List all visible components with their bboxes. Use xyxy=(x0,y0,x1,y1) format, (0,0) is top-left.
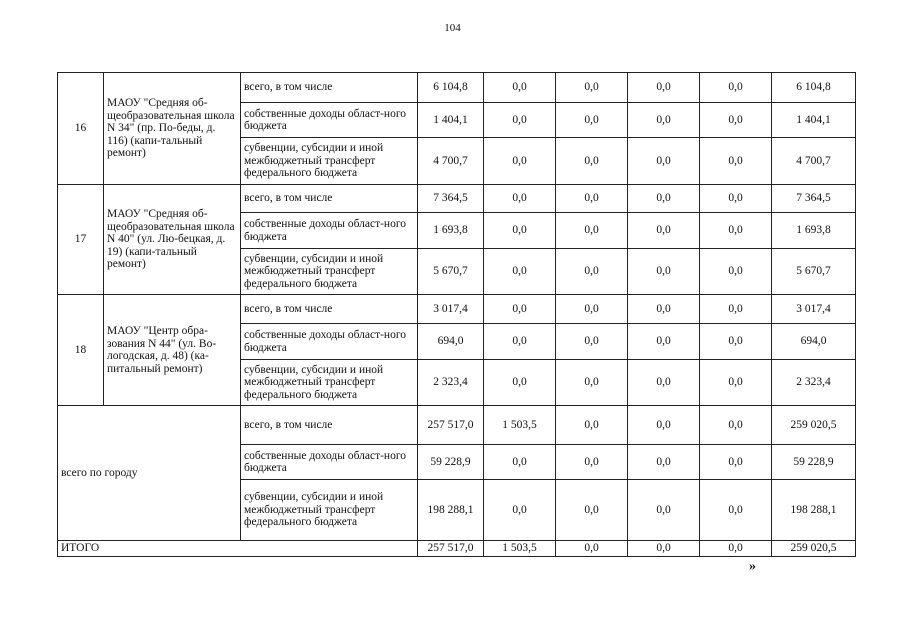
value-cell: 0,0 xyxy=(556,138,628,185)
value-cell: 1 693,8 xyxy=(418,213,484,249)
value-cell: 0,0 xyxy=(484,138,556,185)
value-cell: 0,0 xyxy=(700,445,772,480)
table-row xyxy=(58,541,856,557)
value-cell: 2 323,4 xyxy=(772,360,856,406)
value-cell: 1 693,8 xyxy=(772,213,856,249)
value-cell: 7 364,5 xyxy=(772,185,856,213)
value-cell: 0,0 xyxy=(484,213,556,249)
value-cell: 0,0 xyxy=(484,324,556,360)
value-cell: 0,0 xyxy=(484,295,556,324)
value-cell: 0,0 xyxy=(484,73,556,103)
value-cell: 0,0 xyxy=(628,213,700,249)
value-cell: 0,0 xyxy=(628,324,700,360)
value-cell: 0,0 xyxy=(700,213,772,249)
value-cell: 0,0 xyxy=(628,480,700,541)
closing-quote-mark: » xyxy=(749,559,756,574)
row-label: субвенции, субсидии и иной межбюджетный трансферт федерального бюджета xyxy=(241,249,418,295)
row-label: всего, в том числе xyxy=(241,406,418,445)
row-index: 17 xyxy=(58,185,104,295)
value-cell: 5 670,7 xyxy=(418,249,484,295)
value-cell: 0,0 xyxy=(700,541,772,557)
value-cell: 5 670,7 xyxy=(772,249,856,295)
table-row xyxy=(58,73,856,103)
value-cell: 6 104,8 xyxy=(772,73,856,103)
value-cell: 0,0 xyxy=(700,185,772,213)
value-cell: 6 104,8 xyxy=(418,73,484,103)
value-cell: 0,0 xyxy=(556,360,628,406)
value-cell: 0,0 xyxy=(700,138,772,185)
value-cell: 0,0 xyxy=(700,406,772,445)
institution-name: МАОУ "Средняя об-щеобразовательная школа N 40" (ул. Лю-бецкая, д. 19) (капи-тальный ремонт) xyxy=(104,185,241,295)
value-cell: 0,0 xyxy=(700,249,772,295)
value-cell: 0,0 xyxy=(628,103,700,138)
value-cell: 0,0 xyxy=(700,73,772,103)
value-cell: 0,0 xyxy=(556,249,628,295)
value-cell: 0,0 xyxy=(700,480,772,541)
value-cell: 694,0 xyxy=(418,324,484,360)
institution-name: МАОУ "Средняя об-щеобразовательная школа N 34" (пр. По-беды, д. 116) (капи-тальный ремонт) xyxy=(104,73,241,185)
value-cell: 0,0 xyxy=(484,103,556,138)
value-cell: 0,0 xyxy=(484,480,556,541)
value-cell: 0,0 xyxy=(484,249,556,295)
value-cell: 1 404,1 xyxy=(772,103,856,138)
row-label: собственные доходы област-ного бюджета xyxy=(241,103,418,138)
row-label: всего, в том числе xyxy=(241,73,418,103)
value-cell: 59 228,9 xyxy=(772,445,856,480)
row-index: 18 xyxy=(58,295,104,406)
value-cell: 2 323,4 xyxy=(418,360,484,406)
budget-table xyxy=(57,72,856,557)
row-label: собственные доходы област-ного бюджета xyxy=(241,324,418,360)
value-cell: 59 228,9 xyxy=(418,445,484,480)
value-cell: 0,0 xyxy=(628,295,700,324)
value-cell: 0,0 xyxy=(484,445,556,480)
value-cell: 0,0 xyxy=(628,185,700,213)
value-cell: 0,0 xyxy=(628,249,700,295)
value-cell: 198 288,1 xyxy=(772,480,856,541)
value-cell: 0,0 xyxy=(556,445,628,480)
value-cell: 0,0 xyxy=(556,406,628,445)
value-cell: 0,0 xyxy=(700,295,772,324)
row-label: всего, в том числе xyxy=(241,295,418,324)
value-cell: 0,0 xyxy=(556,295,628,324)
value-cell: 0,0 xyxy=(556,185,628,213)
row-label: всего, в том числе xyxy=(241,185,418,213)
value-cell: 0,0 xyxy=(628,138,700,185)
row-index: 16 xyxy=(58,73,104,185)
value-cell: 0,0 xyxy=(700,103,772,138)
city-total-label: всего по городу xyxy=(58,406,241,541)
value-cell: 0,0 xyxy=(556,324,628,360)
grand-total-label: ИТОГО xyxy=(58,541,418,557)
value-cell: 7 364,5 xyxy=(418,185,484,213)
value-cell: 259 020,5 xyxy=(772,541,856,557)
value-cell: 4 700,7 xyxy=(418,138,484,185)
value-cell: 3 017,4 xyxy=(418,295,484,324)
value-cell: 257 517,0 xyxy=(418,541,484,557)
table-row xyxy=(58,295,856,324)
value-cell: 1 503,5 xyxy=(484,406,556,445)
value-cell: 1 404,1 xyxy=(418,103,484,138)
row-label: собственные доходы област-ного бюджета xyxy=(241,213,418,249)
value-cell: 0,0 xyxy=(556,73,628,103)
value-cell: 0,0 xyxy=(556,103,628,138)
value-cell: 0,0 xyxy=(700,324,772,360)
value-cell: 0,0 xyxy=(700,360,772,406)
value-cell: 0,0 xyxy=(556,480,628,541)
value-cell: 0,0 xyxy=(628,445,700,480)
value-cell: 0,0 xyxy=(484,360,556,406)
row-label: собственные доходы област-ного бюджета xyxy=(241,445,418,480)
value-cell: 3 017,4 xyxy=(772,295,856,324)
value-cell: 0,0 xyxy=(628,406,700,445)
table-row xyxy=(58,406,856,445)
value-cell: 694,0 xyxy=(772,324,856,360)
value-cell: 0,0 xyxy=(484,185,556,213)
value-cell: 0,0 xyxy=(556,541,628,557)
page-number: 104 xyxy=(444,22,461,34)
value-cell: 0,0 xyxy=(628,360,700,406)
value-cell: 259 020,5 xyxy=(772,406,856,445)
table-row xyxy=(58,185,856,213)
institution-name: МАОУ "Центр обра-зования N 44" (ул. Во-логодская, д. 48) (ка-питальный ремонт) xyxy=(104,295,241,406)
value-cell: 4 700,7 xyxy=(772,138,856,185)
value-cell: 1 503,5 xyxy=(484,541,556,557)
value-cell: 257 517,0 xyxy=(418,406,484,445)
value-cell: 0,0 xyxy=(628,541,700,557)
value-cell: 0,0 xyxy=(628,73,700,103)
row-label: субвенции, субсидии и иной межбюджетный трансферт федерального бюджета xyxy=(241,480,418,541)
row-label: субвенции, субсидии и иной межбюджетный трансферт федерального бюджета xyxy=(241,360,418,406)
value-cell: 198 288,1 xyxy=(418,480,484,541)
value-cell: 0,0 xyxy=(556,213,628,249)
row-label: субвенции, субсидии и иной межбюджетный трансферт федерального бюджета xyxy=(241,138,418,185)
